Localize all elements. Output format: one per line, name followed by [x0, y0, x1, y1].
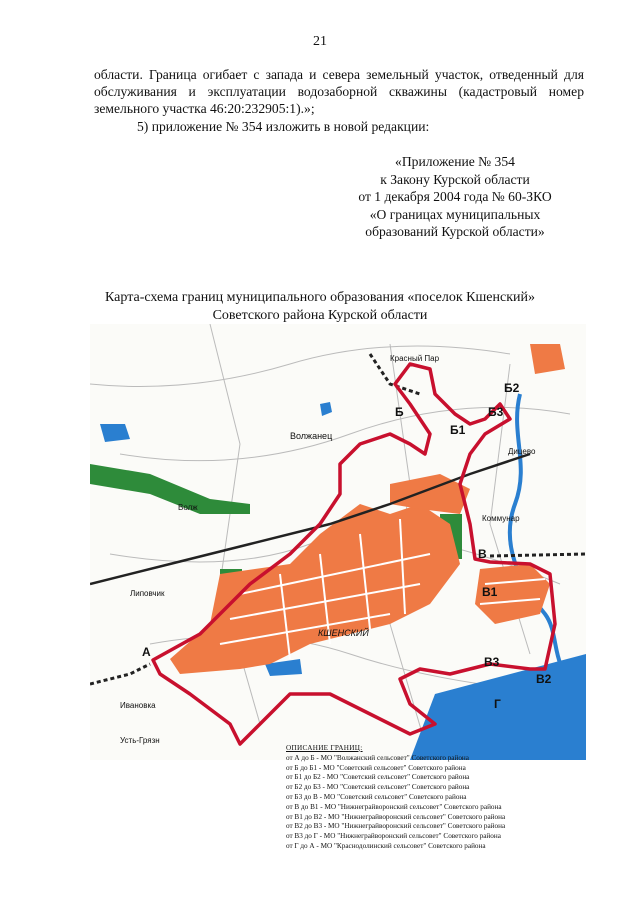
appendix-line: «О границах муниципальных: [369, 206, 541, 222]
legend-item: от Б до Б1 - МО "Советский сельсовет" Советского района: [286, 763, 466, 772]
point-label-b2: Б2: [504, 381, 520, 395]
legend-item: от В3 до Г - МО "Нижнеграйворонский сельсовет" Советского района: [286, 832, 501, 841]
map-svg: [90, 324, 586, 760]
point-label-a: А: [142, 645, 151, 659]
point-label-v: В: [478, 547, 487, 561]
appendix-header: [340, 153, 570, 241]
point-label-g: Г: [494, 697, 501, 711]
paragraph-item-5: 5) приложение № 354 изложить в новой редакции:: [137, 119, 430, 134]
appendix-line: образований Курской области»: [365, 224, 545, 239]
boundary-legend: [286, 744, 586, 852]
place-ivanovka: Ивановка: [120, 701, 156, 710]
place-ust-griyazn: Усть-Грязн: [120, 736, 160, 745]
legend-heading: ОПИСАНИЕ ГРАНИЦ:: [286, 744, 363, 752]
legend-item: от В2 до В3 - МО "Нижнеграйворонский сельсовет" Советского района: [286, 822, 506, 831]
pond: [100, 424, 130, 442]
place-krasny-par: Красный Пар: [390, 354, 440, 363]
place-volzh: Волж: [178, 503, 198, 512]
point-label-v1: В1: [482, 585, 498, 599]
map-title: [60, 289, 580, 325]
legend-item: от Б2 до Б3 - МО "Советский сельсовет" Советского района: [286, 783, 470, 792]
map-title-line: Карта-схема границ муниципального образования «поселок Кшенский»: [105, 290, 535, 305]
buildup-ne: [530, 344, 565, 374]
place-dicevo: Дицево: [508, 447, 536, 456]
point-label-v3: В3: [484, 655, 500, 669]
place-volzhanec: Волжанец: [290, 431, 333, 441]
map-title-line: Советского района Курской области: [212, 308, 428, 323]
page-number: 21: [313, 34, 327, 49]
legend-item: от А до Б - МО "Волжанский сельсовет" Советского района: [286, 753, 469, 762]
place-kommunar: Коммунар: [482, 514, 520, 523]
appendix-line: от 1 декабря 2004 года № 60-ЗКО: [358, 189, 552, 204]
point-label-v2: В2: [536, 672, 552, 686]
legend-item: от В до В1 - МО "Нижнеграйворонский сельсовет" Советского района: [286, 802, 502, 811]
point-label-b1: Б1: [450, 423, 466, 437]
legend-item: от Б3 до В - МО "Советский сельсовет" Советского района: [286, 792, 467, 801]
paragraph-continuation: области. Граница огибает с запада и севера земельный участок, отведенный для обслуживания и эксплуатации водозаборной скважины (кадастровый номер земельного участка 46:20:232905:1).»;: [94, 67, 584, 116]
boundary-map: [90, 324, 586, 760]
appendix-line: к Закону Курской области: [380, 171, 530, 187]
legend-item: от Г до А - МО "Краснодолинский сельсовет" Советского района: [286, 841, 486, 850]
point-label-b3: Б3: [488, 405, 504, 419]
appendix-line: «Приложение № 354: [395, 154, 515, 169]
point-label-b: Б: [395, 405, 404, 419]
place-lipovchik: Липовчик: [130, 589, 165, 598]
legend-item: от Б1 до Б2 - МО "Советский сельсовет" Советского района: [286, 773, 470, 782]
legend-item: от В1 до В2 - МО "Нижнеграйворонский сельсовет" Советского района: [286, 812, 506, 821]
place-kshenskiy: КШЕНСКИЙ: [318, 628, 369, 638]
